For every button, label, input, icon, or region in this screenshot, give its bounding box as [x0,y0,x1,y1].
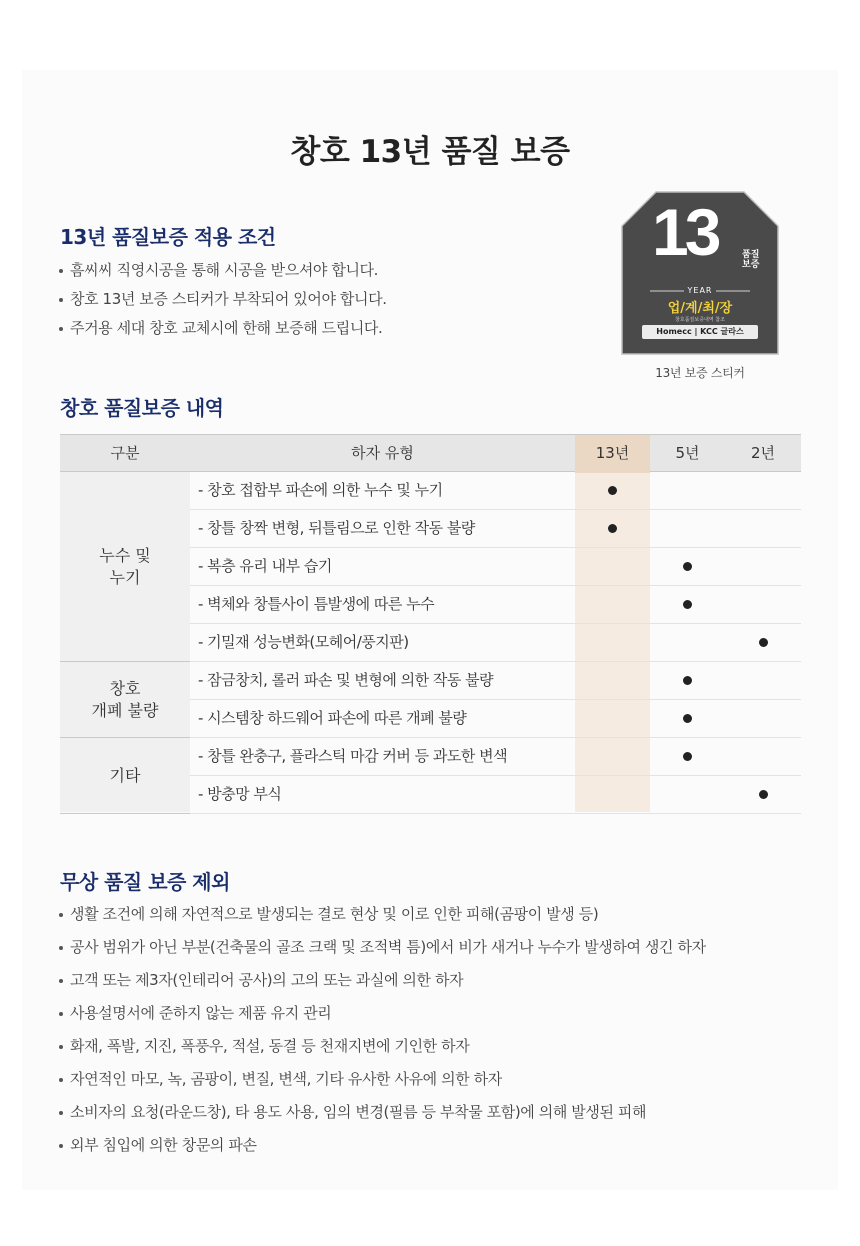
warranty-mark-5년 [683,600,692,609]
table-row [190,624,801,662]
warranty-heading: 창호 품질보증 내역 [60,396,224,420]
sticker-small-text: 창호품질보증내역 참조 [675,317,725,323]
defect-description: - 기밀재 성능변화(모헤어/풍지판) [198,633,409,651]
category-label: 창호 [109,678,141,698]
sticker-brand: Homecc | KCC 글라스 [642,325,758,339]
warranty-table [60,434,801,812]
table-row [190,510,801,548]
table-row [190,776,801,814]
list-item: 외부 침입에 의한 창문의 파손 [58,1129,706,1162]
category-cell [60,662,190,738]
list-item: 소비자의 요청(라운드창), 타 용도 사용, 임의 변경(필름 등 부착물 포함)에 의해 발생된 피해 [58,1096,706,1129]
header-defect-type: 하자 유형 [351,444,414,462]
warranty-mark-5년 [683,752,692,761]
category-label: 개폐 불량 [91,700,159,720]
category-cell [60,472,190,662]
defect-description: - 벽체와 창틀사이 틈발생에 따른 누수 [198,595,435,613]
list-item: 사용설명서에 준하지 않는 제품 유지 관리 [58,997,706,1030]
category-label: 누수 및 [99,545,151,565]
warranty-sticker [620,190,780,356]
list-item: 자연적인 마모, 녹, 곰팡이, 변질, 변색, 기타 유사한 사유에 의한 하자 [58,1063,706,1096]
list-item: 주거용 세대 창호 교체시에 한해 보증해 드립니다. [58,314,387,343]
sticker-year: YEAR [687,286,713,295]
table-row [190,662,801,700]
warranty-mark-5년 [683,676,692,685]
header-2-years: 2년 [750,444,776,462]
table-row [190,586,801,624]
table-header [60,434,801,472]
sticker-side-text [742,250,759,270]
table-row [190,738,801,776]
warranty-mark-13년 [608,486,617,495]
conditions-heading: 13년 품질보증 적용 조건 [60,225,276,249]
list-item: 공사 범위가 아닌 부분(건축물의 골조 크랙 및 조적벽 틈)에서 비가 새거나 누수가 발생하여 생긴 하자 [58,931,706,964]
defect-description: - 복층 유리 내부 습기 [198,557,332,575]
defect-description: - 방충망 부식 [198,785,282,803]
defect-description: - 창호 접합부 파손에 의한 누수 및 누기 [198,481,443,499]
list-item: 흠씨씨 직영시공을 통해 시공을 받으셔야 합니다. [58,256,387,285]
sticker-side-line1: 품질 [742,250,760,260]
exclusions-heading: 무상 품질 보증 제외 [60,870,230,894]
header-13-years: 13년 [575,435,650,473]
warranty-mark-13년 [608,524,617,533]
category-label: 누기 [109,567,141,587]
warranty-mark-5년 [683,714,692,723]
table-row [190,472,801,510]
category-cell [60,738,190,814]
defect-description: - 창틀 완충구, 플라스틱 마감 커버 등 과도한 변색 [198,747,508,765]
conditions-list [58,256,387,343]
sticker-side-line2: 보증 [742,260,760,270]
table-row [190,548,801,586]
defect-description: - 시스템창 하드웨어 파손에 따른 개폐 불량 [198,709,467,727]
list-item: 생활 조건에 의해 자연적으로 발생되는 결로 현상 및 이로 인한 피해(곰팡이 발생 등) [58,898,706,931]
defect-description: - 창틀 창짝 변형, 뒤틀림으로 인한 작동 불량 [198,519,475,537]
warranty-mark-2년 [759,638,768,647]
header-5-years: 5년 [675,444,700,462]
exclusions-list [58,898,706,1162]
list-item: 고객 또는 제3자(인테리어 공사)의 고의 또는 과실에 의한 하자 [58,964,706,997]
sticker-first-in-industry: 업/계/최/장 [667,301,733,316]
warranty-mark-5년 [683,562,692,571]
sticker-caption: 13년 보증 스티커 [655,366,745,380]
list-item: 화재, 폭발, 지진, 폭풍우, 적설, 동결 등 천재지변에 기인한 하자 [58,1030,706,1063]
category-label: 기타 [109,765,141,785]
table-row [190,700,801,738]
page-title: 창호 13년 품질 보증 [290,134,570,170]
list-item: 창호 13년 보증 스티커가 부착되어 있어야 합니다. [58,285,387,314]
sticker-number: 13 [652,195,718,269]
warranty-mark-2년 [759,790,768,799]
defect-description: - 잠금창치, 롤러 파손 및 변형에 의한 작동 불량 [198,671,494,689]
header-category: 구분 [110,444,140,462]
